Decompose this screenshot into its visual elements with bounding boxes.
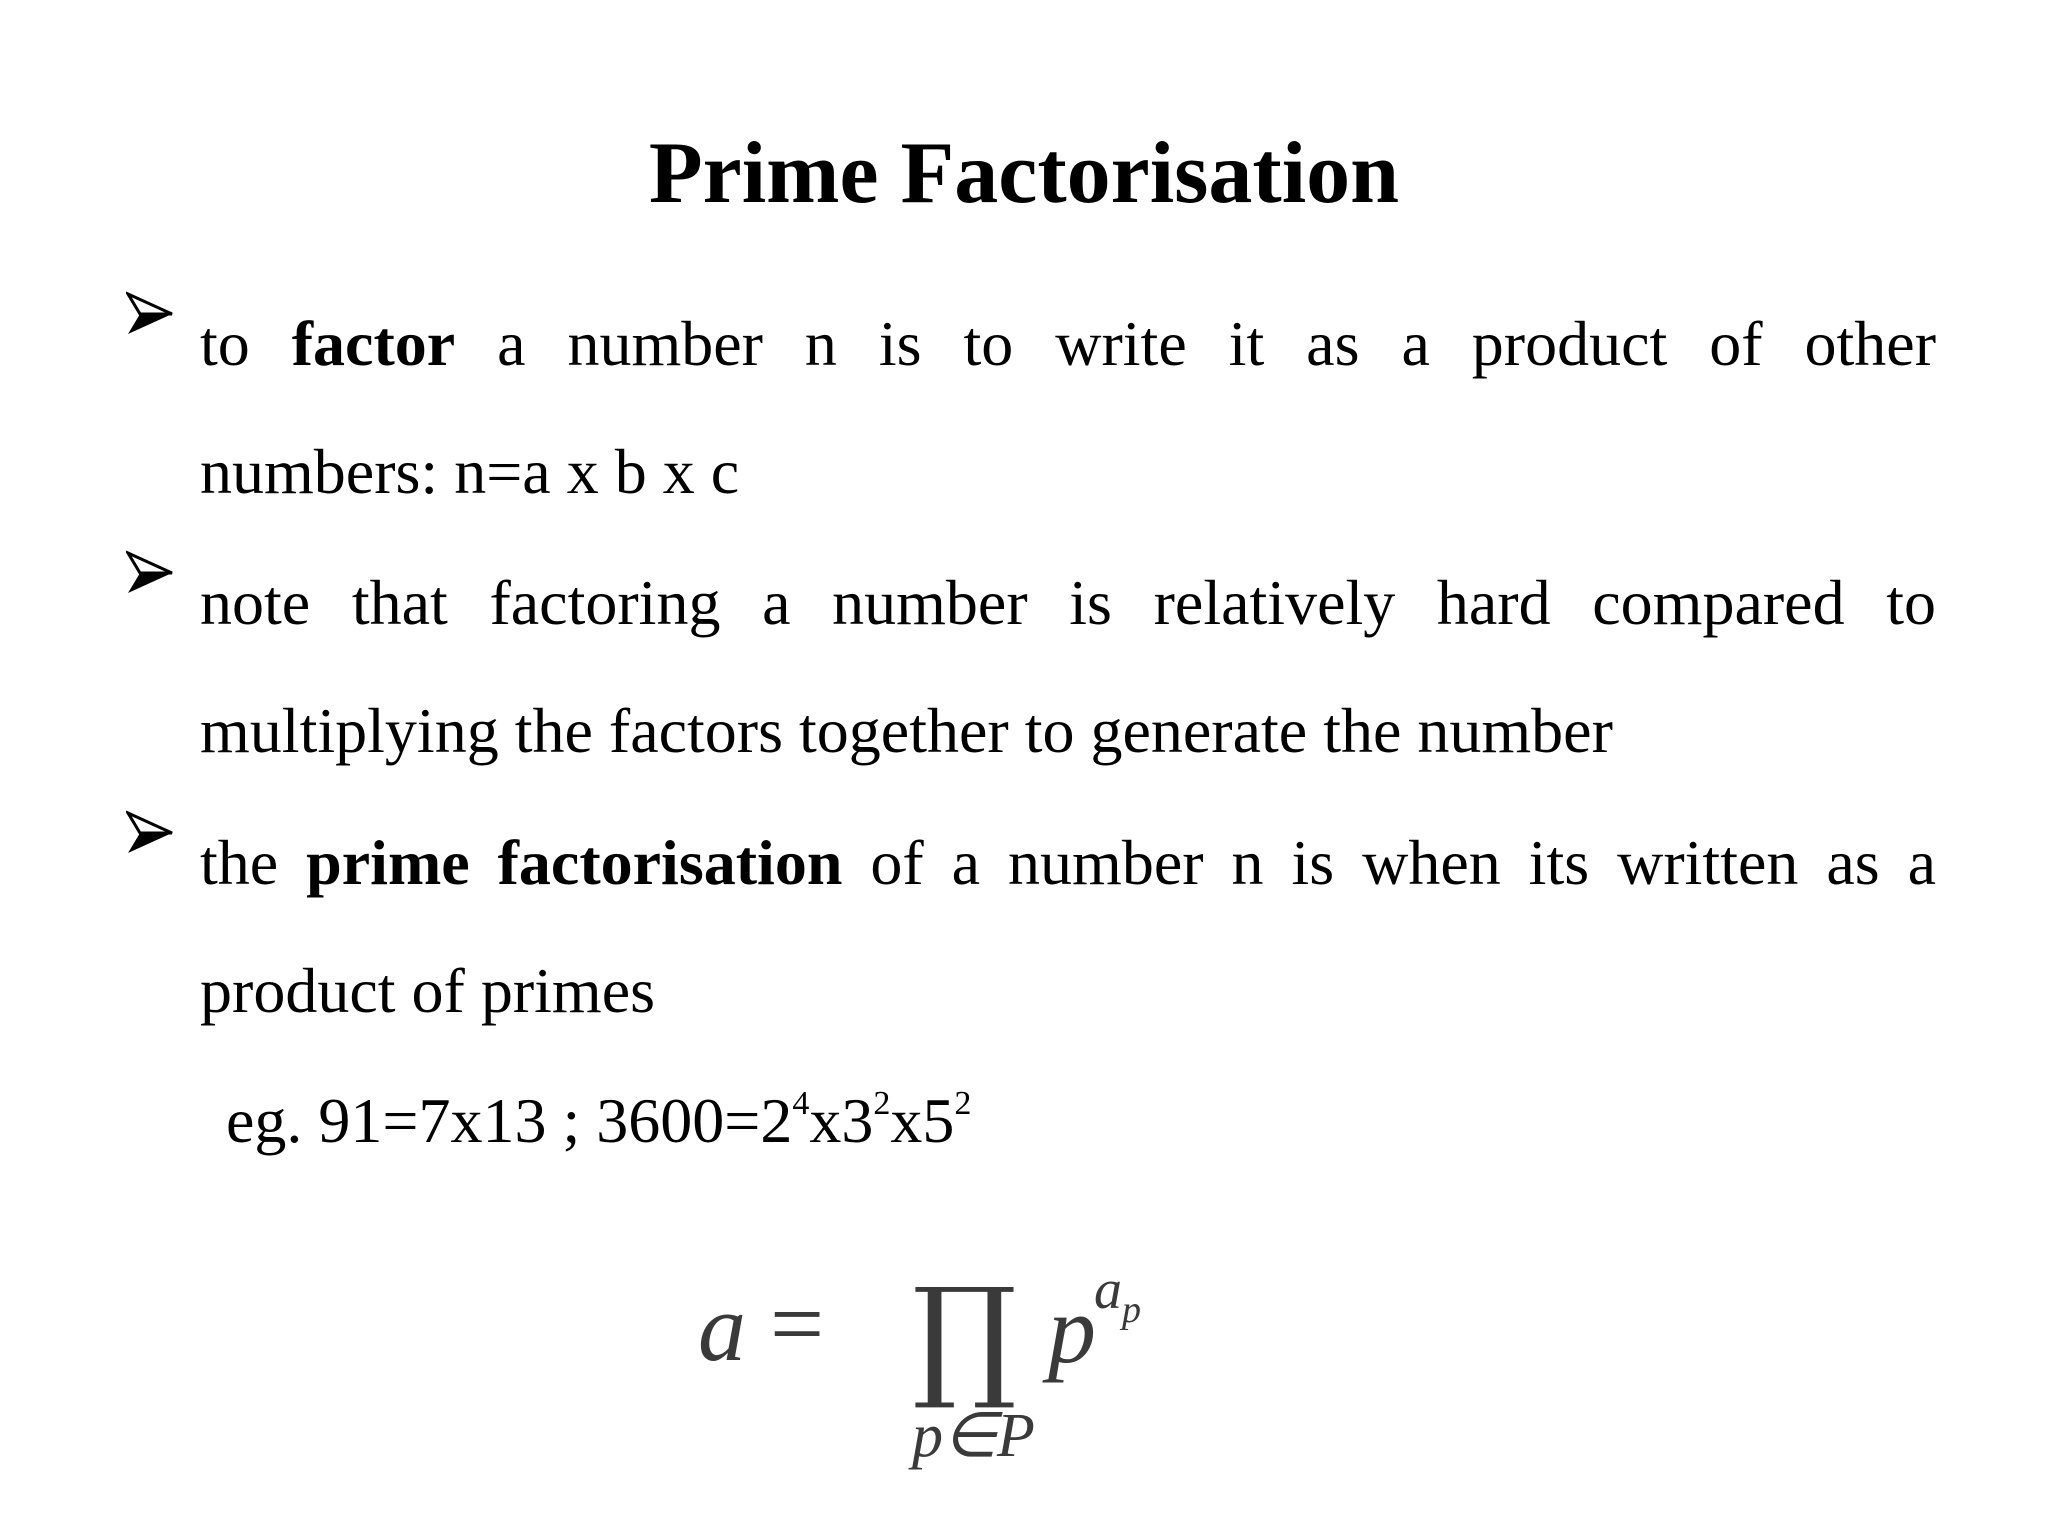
bullet-1-line-2: numbers: n=a x b x c (200, 436, 740, 507)
formula-exponent-subscript: p (1122, 1289, 1141, 1331)
arrowhead-bullet-icon (126, 807, 174, 863)
bullet-3-line-2: product of primes (200, 955, 655, 1026)
bullet-1-line-1: to factor a number n is to write it as a product of other (200, 308, 1937, 379)
bullet-2-line-1: note that factoring a number is relatively hard compared to (200, 567, 1936, 638)
formula-index-set: p∈P (912, 1402, 1035, 1470)
example-line: eg. 91=7x13 ; $3600=2^4x3^2x5^2$ (226, 1085, 972, 1156)
bullet-2-line-2: multiplying the factors together to generate the number (200, 695, 1613, 766)
product-symbol: ∏ (912, 1260, 1018, 1414)
arrowhead-bullet-icon (126, 288, 174, 344)
formula-equals: = (770, 1270, 825, 1377)
formula-base: p (1048, 1276, 1096, 1383)
bullet-text-3 (200, 799, 1936, 1055)
formula-exponent: a (1094, 1259, 1122, 1321)
formula-lhs: a (698, 1274, 746, 1381)
bold-term-prime-factorisation: prime factorisation (306, 827, 843, 898)
bullet-3-line-1: the prime factorisation of a number n is when its written as a (200, 827, 1937, 898)
bullet-text-2 (200, 539, 1936, 795)
bullet-text-1 (200, 280, 1936, 536)
prime-product-formula (690, 1250, 1230, 1480)
bold-term-factor: factor (291, 308, 456, 379)
arrowhead-bullet-icon (126, 547, 174, 603)
slide-title: Prime Factorisation (648, 125, 1400, 222)
